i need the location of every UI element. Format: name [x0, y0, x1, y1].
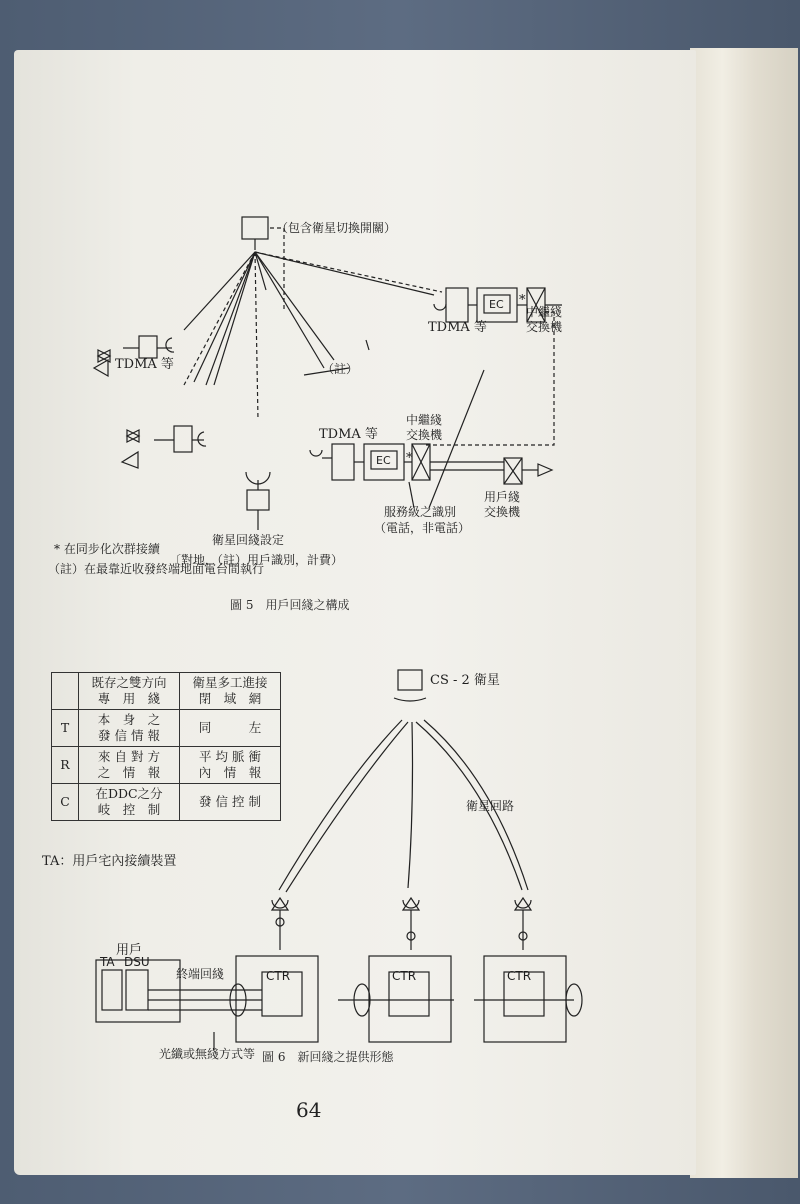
fig6-ta-label: TA: [100, 955, 115, 969]
fig6-ctr-3: CTR: [507, 969, 532, 983]
page-number: 64: [296, 1098, 322, 1122]
table-cell: 平 均 脈 衝 內 情 報: [180, 747, 281, 784]
fig5-setting-1: 衛星回綫設定: [212, 533, 285, 547]
fig5-setting-2: 〔對地，（註）用戶識別，計費）: [169, 553, 344, 567]
fig5-service-2: （電話，非電話）: [374, 521, 471, 535]
table-row-key: R: [52, 747, 79, 784]
table-cell: 來 自 對 方 之 情 報: [79, 747, 180, 784]
fig5-tdma-left: TDMA 等: [115, 357, 174, 372]
fig6-caption: 圖 6 新回綫之提供形態: [262, 1050, 394, 1064]
fig5-footnote-1: * 在同步化次群接續: [54, 542, 160, 556]
table-row-key: T: [52, 710, 79, 747]
table-cell: 同 左: [180, 710, 281, 747]
fig5-tdma-right: TDMA 等: [428, 320, 487, 335]
fig6-cs2-label: CS - 2 衛星: [430, 673, 500, 688]
table-cell: 本 身 之 發 信 情 報: [79, 710, 180, 747]
fig6-terminal-line-label: 終端回綫: [176, 967, 225, 981]
book-page: [14, 50, 696, 1175]
table-cell: 在DDC之分 岐 控 制: [79, 784, 180, 821]
fig6-fiber-label: 光纖或無綫方式等: [159, 1047, 256, 1061]
fig6-user-label: 用戶: [116, 943, 143, 958]
fig5-trunk-mid-1: 中繼綫: [406, 413, 443, 427]
fig5-footnote-2: （註）在最靠近收發終端地面電台間執行: [48, 562, 265, 576]
fig6-ta-note: TA：用戶宅內接續裝置: [42, 854, 177, 869]
table-cell: 發 信 控 制: [180, 784, 281, 821]
fig5-note-ref: （註）: [322, 362, 359, 376]
fig5-trunk-mid-2: 交換機: [406, 428, 443, 442]
fig6-dsu-label: DSU: [124, 955, 150, 969]
fig6-sat-link-label: 衛星回路: [466, 799, 515, 813]
fig5-subscriber-1: 用戶綫: [484, 490, 521, 504]
fig5-star-right: *: [519, 293, 526, 308]
fig6-ctr-1: CTR: [266, 969, 291, 983]
page-stack-edge: [690, 48, 798, 1178]
fig5-star-mid: *: [406, 451, 413, 466]
fig5-tdma-mid: TDMA 等: [319, 427, 378, 442]
fig5-trunk-right-1: 中繼綫: [526, 305, 563, 319]
fig5-service-1: 服務級之識別: [384, 505, 457, 519]
fig6-ctr-2: CTR: [392, 969, 417, 983]
fig5-caption: 圖 5 用戶回綫之構成: [230, 598, 350, 612]
fig5-ec-right: EC: [489, 298, 504, 311]
fig5-ec-mid: EC: [376, 454, 391, 467]
table-header: 既存之雙方向 專 用 綫: [79, 673, 180, 710]
table-row-key: C: [52, 784, 79, 821]
figure-5-diagram: [14, 200, 696, 660]
fig5-subscriber-2: 交換機: [484, 505, 521, 519]
table-header: 衛星多工進接 閉 域 網: [180, 673, 281, 710]
fig5-top-label: （包含衛星切換開關）: [276, 221, 397, 235]
fig5-trunk-right-2: 交換機: [526, 320, 563, 334]
